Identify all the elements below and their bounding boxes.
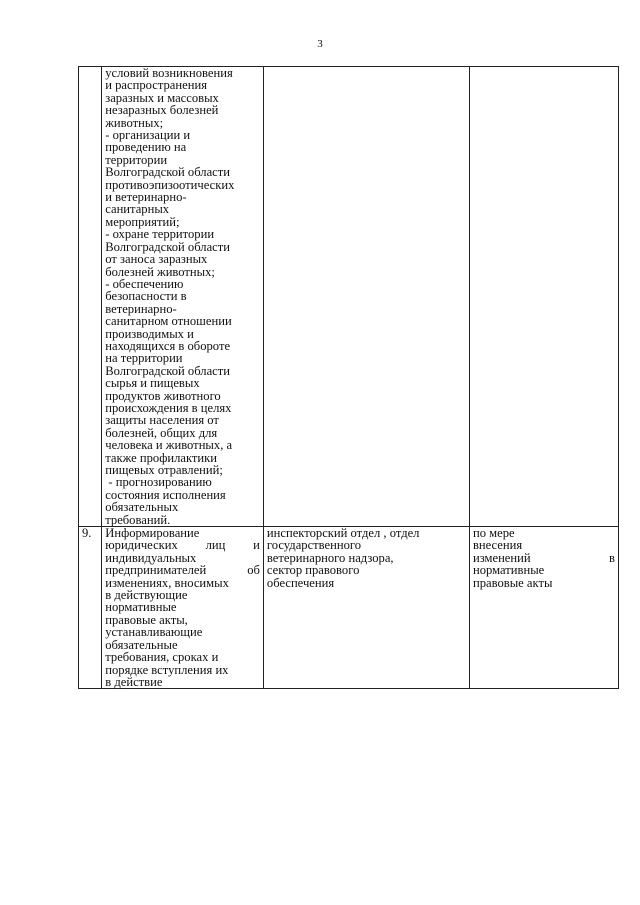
measures-table	[78, 66, 619, 689]
word: и	[253, 538, 260, 553]
description-cell	[102, 67, 264, 527]
description-line: происхождения в целях	[105, 400, 232, 415]
description-line: противоэпизоотических	[105, 177, 235, 192]
description-line: на территории	[105, 351, 183, 366]
row-number-cell	[79, 67, 102, 527]
deadline-cell	[469, 527, 618, 689]
table-row-continued	[79, 67, 619, 527]
description-line: производимых и	[105, 326, 194, 341]
responsible-line: инспекторский отдел , отдел	[266, 526, 420, 541]
description-line: проведению на	[105, 140, 187, 155]
description-line: болезней животных;	[105, 264, 215, 279]
responsible-line: сектор правового	[266, 563, 360, 578]
deadline-line: по мере	[472, 526, 515, 541]
description-line: защиты населения от	[105, 413, 219, 428]
word: в	[609, 550, 615, 565]
description-line: безопасности в	[105, 289, 187, 304]
description-line: болезней, общих для	[105, 425, 218, 440]
table-row-9	[79, 527, 619, 689]
description-line: в действующие	[105, 588, 188, 603]
description-line: территории	[105, 152, 168, 167]
word: предпринимателей	[105, 563, 207, 578]
description-line: Волгоградской области	[105, 239, 231, 254]
description-line: ветеринарно-	[105, 301, 177, 316]
description-line: устанавливающие	[105, 625, 203, 640]
word: изменений	[472, 550, 531, 565]
description-line: сырья и пищевых	[105, 376, 200, 391]
page-number: 3	[317, 38, 323, 50]
deadline-line: правовые акты	[472, 575, 553, 590]
description-line: также профилактики	[105, 450, 218, 465]
description-line: и распространения	[105, 78, 207, 93]
responsible-line: обеспечения	[266, 575, 335, 590]
responsible-cell	[263, 67, 469, 527]
deadline-cell	[469, 67, 618, 527]
description-line: нормативные	[105, 600, 177, 615]
description-line: пищевых отравлений;	[105, 463, 223, 477]
description-line: порядке вступления их	[105, 662, 229, 677]
description-line: - организации и	[105, 128, 191, 143]
deadline-line: внесения	[472, 538, 523, 553]
word: юридических	[105, 538, 178, 553]
description-line: индивидуальных	[105, 550, 197, 565]
responsible-cell	[263, 527, 469, 689]
description-line: требований.	[105, 512, 171, 527]
description-line: правовые акты,	[105, 612, 188, 627]
description-cell	[102, 527, 264, 689]
description-line: находящихся в обороте	[105, 338, 231, 353]
description-line: требования, сроках и	[105, 650, 219, 665]
deadline-line: нормативные	[472, 563, 545, 578]
row-number-cell	[79, 527, 102, 689]
description-line: обязательных	[105, 500, 179, 515]
description-line: животных;	[105, 115, 164, 130]
description-line: санитарных	[105, 202, 170, 217]
description-line: и ветеринарно-	[105, 190, 187, 205]
responsible-line: ветеринарного надзора,	[266, 550, 394, 565]
description-line: продуктов животного	[105, 388, 221, 403]
description-line: незаразных болезней	[105, 103, 219, 118]
description-line: - охране территории	[105, 227, 215, 242]
responsible-line: государственного	[266, 538, 362, 553]
word: об	[247, 563, 260, 578]
description-line: изменениях, вносимых	[105, 575, 229, 590]
description-line: обязательные	[105, 637, 178, 652]
description-line: Информирование	[105, 526, 200, 541]
row-number: 9.	[82, 526, 92, 541]
description-line: мероприятий;	[105, 214, 180, 229]
description-line: человека и животных, а	[105, 438, 233, 453]
description-line: условий возникновения	[105, 66, 233, 80]
description-line: в действие	[105, 674, 163, 689]
description-line: Волгоградской области	[105, 165, 231, 180]
description-line: - прогнозированию	[105, 475, 212, 490]
description-rest	[105, 577, 260, 689]
description-line: состояния исполнения	[105, 487, 226, 502]
description-line: санитарном отношении	[105, 314, 232, 329]
description-line-justified	[105, 564, 260, 576]
word: лиц	[205, 538, 226, 553]
description-line: заразных и массовых	[105, 90, 219, 105]
description-line: от заноса заразных	[105, 252, 208, 267]
description-line-justified	[105, 539, 260, 551]
description-line: - обеспечению	[105, 276, 184, 291]
description-line: Волгоградской области	[105, 363, 231, 378]
